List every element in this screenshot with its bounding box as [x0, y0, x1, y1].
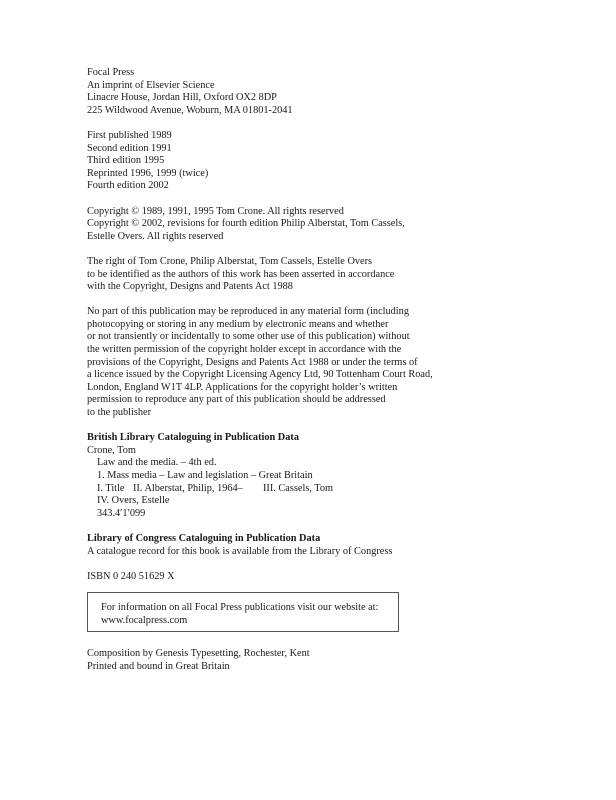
cip-entry-title: I. Title: [97, 482, 125, 494]
permissions-line: No part of this publication may be reproduced in any material form (including: [87, 306, 409, 318]
edition-line: Third edition 1995: [87, 155, 165, 167]
publisher-block: [87, 67, 587, 117]
copyright-page: [87, 67, 587, 674]
moral-rights-line: to be identified as the authors of this work has been asserted in accordance: [87, 268, 395, 280]
permissions-line: photocopying or storing in any medium by electronic means and whether: [87, 318, 389, 330]
cip-entry-cassels: III. Cassels, Tom: [263, 482, 334, 494]
permissions-line: London, England W1T 4LP. Applications for the copyright holder’s written: [87, 381, 398, 393]
cip-title: Law and the media. – 4th ed.: [97, 457, 217, 469]
copyright-line: Copyright © 1989, 1991, 1995 Tom Crone. All rights reserved: [87, 205, 344, 217]
production-credits: [87, 648, 587, 673]
permissions-line: to the publisher: [87, 407, 152, 419]
isbn: ISBN 0 240 51629 X: [87, 570, 175, 582]
publisher-address-us: 225 Wildwood Avenue, Woburn, MA 01801-2041: [87, 104, 293, 116]
moral-rights-line: with the Copyright, Designs and Patents Act 1988: [87, 281, 293, 293]
permissions-line: or not transiently or incidentally to some other use of this publication) without: [87, 331, 410, 343]
publisher-name: Focal Press: [87, 67, 135, 78]
cip-entry-overs: IV. Overs, Estelle: [97, 495, 170, 507]
edition-line: Second edition 1991: [87, 142, 172, 154]
printing-credit: Printed and bound in Great Britain: [87, 660, 230, 672]
cip-subject: 1. Mass media – Law and legislation – Great Britain: [97, 470, 313, 481]
permissions-line: permission to reproduce any part of this publication should be addressed: [87, 394, 386, 406]
permissions-line: a licence issued by the Copyright Licensing Agency Ltd, 90 Tottenham Court Road,: [87, 369, 433, 381]
british-library-cip: [87, 432, 587, 520]
publisher-imprint: An imprint of Elsevier Science: [87, 79, 215, 91]
edition-history: [87, 130, 587, 193]
library-of-congress-cip: [87, 533, 587, 558]
composition-credit: Composition by Genesis Typesetting, Rochester, Kent: [87, 648, 310, 660]
permissions-line: provisions of the Copyright, Designs and Patents Act 1988 or under the terms of: [87, 356, 418, 368]
cip-entry-alberstat: II. Alberstat, Philip, 1964–: [133, 482, 243, 494]
moral-rights-notice: [87, 256, 587, 294]
moral-rights-line: The right of Tom Crone, Philip Alberstat, Tom Cassels, Estelle Overs: [87, 255, 373, 267]
cip-author: Crone, Tom: [87, 444, 136, 456]
cip-classification: 343.4′1′099: [97, 507, 146, 519]
website-info-box: [87, 592, 399, 632]
publisher-address-uk: Linacre House, Jordan Hill, Oxford OX2 8DP: [87, 92, 277, 104]
edition-line: Fourth edition 2002: [87, 180, 169, 192]
copyright-notice: [87, 206, 587, 244]
british-library-heading: British Library Cataloguing in Publication Data: [87, 432, 299, 444]
cip-entries-row: [87, 483, 587, 496]
loc-heading: Library of Congress Cataloguing in Publication Data: [87, 532, 321, 544]
website-info-text: For information on all Focal Press publications visit our website at:: [101, 602, 379, 614]
copyright-line: Estelle Overs. All rights reserved: [87, 230, 224, 242]
edition-line: First published 1989: [87, 129, 172, 141]
permissions-line: the written permission of the copyright holder except in accordance with the: [87, 344, 402, 356]
copyright-line: Copyright © 2002, revisions for fourth edition Philip Alberstat, Tom Cassels,: [87, 218, 405, 230]
permissions-notice: [87, 306, 587, 419]
edition-line: Reprinted 1996, 1999 (twice): [87, 167, 209, 179]
loc-text: A catalogue record for this book is available from the Library of Congress: [87, 545, 393, 557]
website-url[interactable]: www.focalpress.com: [101, 614, 188, 626]
